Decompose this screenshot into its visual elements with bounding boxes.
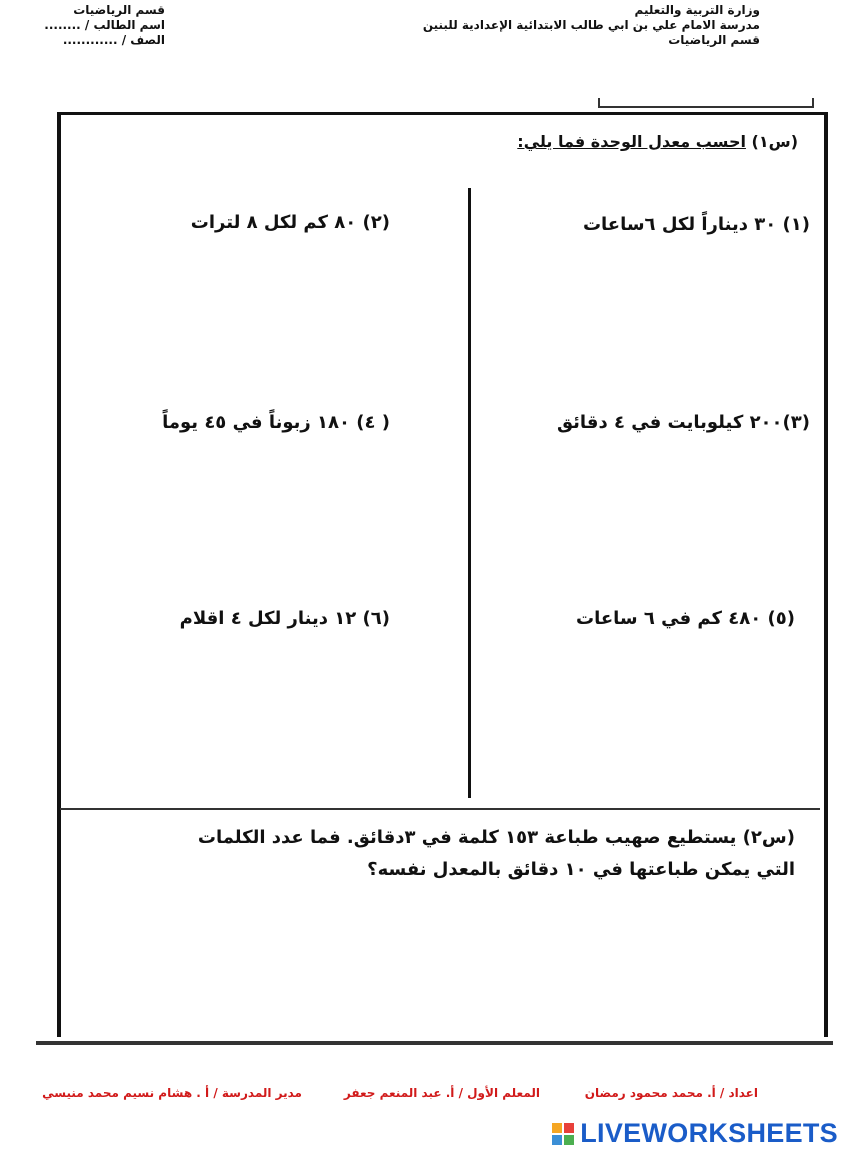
header-tab-line [598, 98, 814, 108]
footer-principal: مدير المدرسة / أ . هشام نسيم محمد منيسي [42, 1086, 302, 1100]
school-name: مدرسة الامام علي بن ابي طالب الابتدائية الإعدادية للبنين [422, 18, 760, 32]
liveworksheets-logo-icon [552, 1123, 574, 1145]
problem-1: (١) ٣٠ ديناراً لكل ٦ساعات [582, 214, 810, 235]
ministry-header [423, 3, 760, 48]
footer-prepared-by: اعداد / أ. محمد محمود رمضان [584, 1086, 758, 1100]
student-info-header [40, 3, 165, 48]
class-field: الصف / ............ [62, 33, 165, 47]
question-2 [155, 822, 795, 886]
ministry-name: وزارة التربية والتعليم [634, 3, 760, 17]
department-name: قسم الرياضيات [668, 33, 760, 47]
brand-name: LIVEWORKSHEETS [580, 1118, 838, 1148]
problem-2: (٢) ٨٠ كم لكل ٨ لترات [190, 212, 390, 233]
liveworksheets-brand[interactable] [552, 1118, 838, 1149]
bottom-rule [36, 1041, 833, 1045]
question-2-line-1: (س٢) يستطيع صهيب طباعة ١٥٣ كلمة في ٣دقائق. فما عدد الكلمات [197, 827, 795, 848]
question-2-line-2: التي يمكن طباعتها في ١٠ دقائق بالمعدل نفسه؟ [367, 859, 795, 880]
problem-4: ( ٤) ١٨٠ زبوناً في ٤٥ يوماً [162, 412, 390, 433]
worksheet-frame [57, 112, 828, 1037]
problem-5: (٥) ٤٨٠ كم في ٦ ساعات [576, 608, 795, 629]
student-name-field: اسم الطالب / ........ [44, 18, 165, 32]
question-1-number: (س١) [751, 132, 798, 151]
problem-6: (٦) ١٢ دينار لكل ٤ اقلام [179, 608, 390, 629]
problem-3: (٣)٢٠٠ كيلوبايت في ٤ دقائق [556, 412, 810, 433]
footer-first-teacher: المعلم الأول / أ. عبد المنعم جعفر [343, 1086, 540, 1100]
section-divider [60, 808, 820, 810]
question-1-heading [517, 132, 798, 151]
column-divider [468, 188, 471, 798]
department-label: قسم الرياضيات [73, 3, 165, 17]
question-1-title: احسب معدل الوحدة فما يلي: [517, 132, 746, 151]
